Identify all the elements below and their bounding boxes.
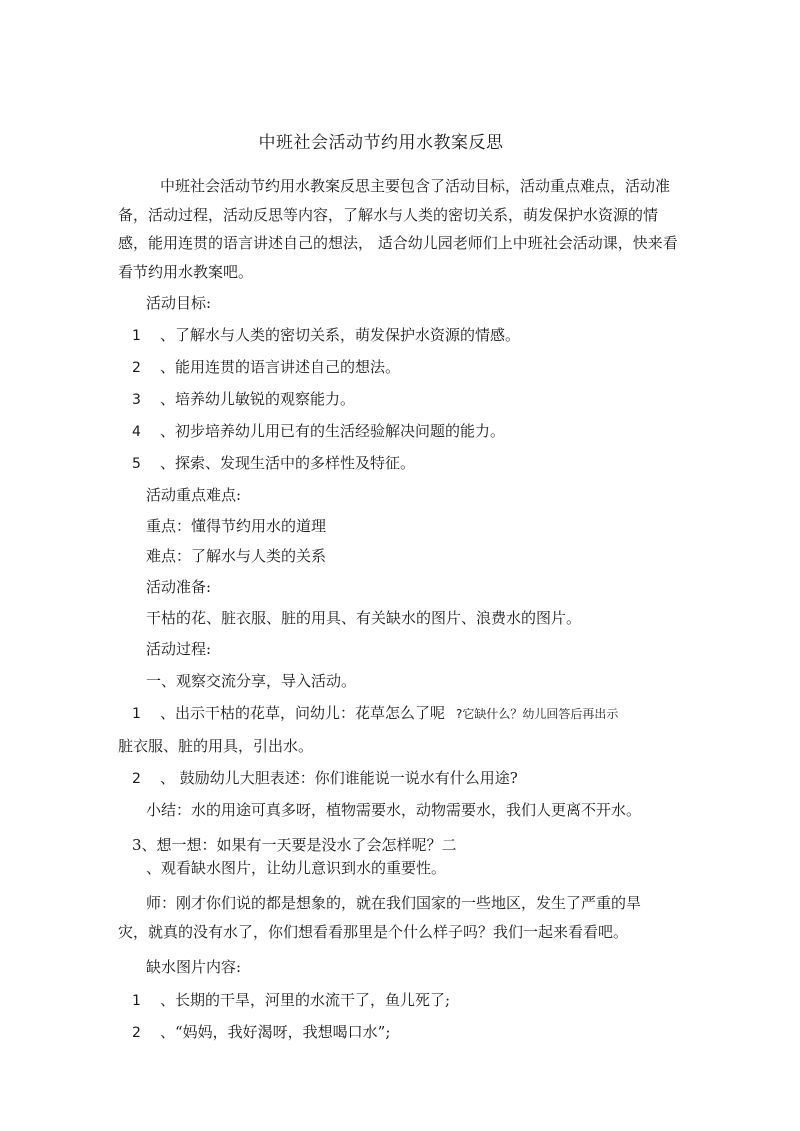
goal-number: 1 [132, 328, 141, 344]
pic-text: 、“妈妈，我好渴呀，我想喝口水”; [160, 1023, 391, 1041]
key-point: 重点：懂得节约用水的道理 [146, 517, 327, 535]
pic-item [132, 1021, 390, 1042]
pic-number: 2 [132, 1025, 141, 1041]
summary-text: 小结：水的用途可真多呀，植物需要水，动物需要水，我们人更离不开水。 [146, 801, 642, 819]
goal-number: 3 [132, 392, 141, 408]
goal-number: 5 [132, 456, 141, 472]
item-number: 2 [132, 771, 141, 787]
prep-heading: 活动准备: [146, 578, 212, 596]
process-item-3: 3、想一想：如果有一天要是没水了会怎样呢？二 [132, 836, 457, 854]
pics-heading: 缺水图片内容: [146, 958, 242, 976]
pic-text: 、长期的干旱，河里的水流干了，鱼儿死了; [160, 991, 451, 1009]
goal-text: 、培养幼儿敏锐的观察能力。 [160, 390, 356, 408]
process-item-2 [132, 767, 518, 788]
goals-heading: 活动目标: [146, 294, 212, 312]
item-number: 1 [132, 706, 141, 722]
goal-item [132, 420, 505, 441]
intro-paragraph: 中班社会活动节约用水教案反思主要包含了活动目标，活动重点难点，活动准备，活动过程，活动反思等内容，了解水与人类的密切关系，萌发保护水资源的情感，能用连贯的语言讲述自己的想法， 适合幼儿园老师们上中班社会活动课，快来看看节约用水教案吧。 [118, 177, 678, 281]
goal-item [132, 356, 400, 377]
goal-item [132, 388, 355, 409]
item-text: 、出示干枯的花草，问幼儿：花草怎么了呢 [160, 704, 446, 722]
goal-text: 、了解水与人类的密切关系，萌发保护水资源的情感。 [160, 326, 521, 344]
process-item-1 [132, 702, 445, 723]
prep-text: 干枯的花、脏衣服、脏的用具、有关缺水的图片、浪费水的图片。 [146, 609, 582, 627]
goal-text: 、能用连贯的语言讲述自己的想法。 [160, 358, 401, 376]
process-item-1-continuation: 脏衣服、脏的用具，引出水。 [118, 737, 314, 755]
process-heading: 活动过程: [146, 640, 212, 658]
goal-number: 4 [132, 424, 141, 440]
goal-item [132, 452, 415, 473]
step-two-heading: 、观看缺水图片，让幼儿意识到水的重要性。 [146, 859, 447, 877]
pic-item [132, 989, 450, 1010]
goal-text: 、初步培养幼儿用已有的生活经验解决问题的能力。 [160, 422, 506, 440]
goal-number: 2 [132, 360, 141, 376]
difficulty: 难点：了解水与人类的关系 [146, 547, 327, 565]
step-one-heading: 一、观察交流分享，导入活动。 [146, 672, 357, 690]
goal-text: 、探索、发现生活中的多样性及特征。 [160, 454, 416, 472]
keypoints-heading: 活动重点难点: [146, 486, 242, 504]
item-text: 、 鼓励幼儿大胆表述：你们谁能说一说水有什么用途? [160, 769, 518, 787]
process-item-1-tail: ?它缺什么？幼儿回答后再出示 [456, 707, 619, 721]
goal-item [132, 324, 520, 345]
teacher-paragraph: 师：刚才你们说的都是想象的，就在我们国家的一些地区，发生了严重的旱灾，就真的没有水了，你们想看看那里是个什么样子吗？我们一起来看看吧。 [118, 894, 642, 941]
pic-number: 1 [132, 993, 141, 1009]
document-title: 中班社会活动节约用水教案反思 [258, 133, 504, 153]
